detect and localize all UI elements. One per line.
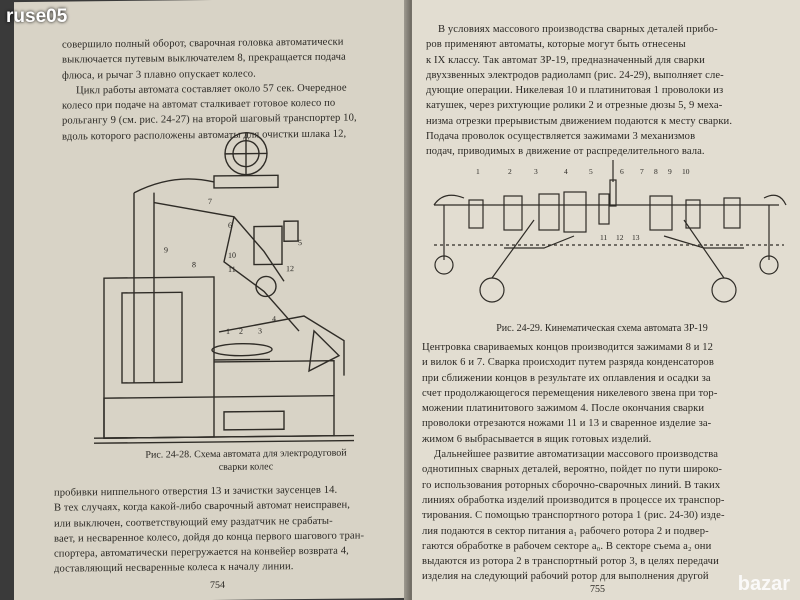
figure-kinematic-scheme <box>424 160 794 320</box>
fig-label: 2 <box>239 326 243 336</box>
fig-label: 7 <box>208 197 212 207</box>
fig-label: 12 <box>616 233 624 242</box>
text-line: проволоки отрезаются ножами 11 и 13 и сваренное изделие за- <box>422 418 712 430</box>
page-number-right: 755 <box>590 584 605 595</box>
text-line: вает, и несваренное колесо, дойдя до конца первого шагового тран- <box>54 530 365 545</box>
left-top-text <box>62 34 357 144</box>
site-logo: bazar <box>737 573 790 595</box>
left-bottom-text <box>54 482 364 577</box>
fig-label: 10 <box>682 167 690 176</box>
fig-label: 5 <box>298 238 302 248</box>
fig-label: 4 <box>564 167 568 176</box>
text-line: к IX классу. Так автомат ЗР-19, предназначенный для сварки <box>426 54 705 66</box>
text-line: В условиях массового производства сварных деталей прибо- <box>438 24 718 35</box>
text-line: Дальнейшее развитие автоматизации массового производства <box>434 449 719 461</box>
page-number-left: 754 <box>210 579 225 592</box>
text-line: можении платинитового зажимом 4. После окончания сварки <box>422 403 705 415</box>
column <box>134 179 214 383</box>
caption-line: Рис. 24-28. Схема автомата для электродуговой <box>145 447 347 461</box>
watermark: ruse05 <box>6 6 68 27</box>
text-line: Цикл работы автомата составляет около 57 сек. Очередное <box>76 82 347 97</box>
text-line: совершило полный оборот, сварочная головка автоматически <box>62 36 344 51</box>
text-line: при сближении концов в результате их оплавления и осадки за <box>422 372 711 384</box>
fig-label: 2 <box>508 167 512 176</box>
text-line: ров применяют автоматы, которые могут быть отнесены <box>426 39 686 51</box>
text-line: однотипных сварных деталей, вероятно, пойдет по пути широко- <box>422 464 722 476</box>
text-line: счет продолжающегося перемещения никелевого звена при тор- <box>422 387 718 399</box>
fig-label: 9 <box>668 167 672 176</box>
text-line: изделия на следующий рабочий ротор для выполнения другой <box>422 571 709 583</box>
text-line: го использования роторных сборочно-сварочных линий. В таких <box>422 479 721 491</box>
conveyor <box>214 316 344 397</box>
right-page <box>412 0 800 600</box>
text-line: катушек, через рихтующие ролики 2 и отрезные дюзы 5, 9 меха- <box>426 100 723 112</box>
machine-base <box>104 277 214 438</box>
fig-label: 11 <box>600 233 608 242</box>
text-line: флюса, и рычаг 3 плавно опускает колесо. <box>62 68 256 82</box>
text-line: низма отрезки прерывистым движением подаются к месту сварки. <box>426 115 733 127</box>
text-line: доставляющий несваренные колеса к началу линии. <box>54 561 294 576</box>
fig-label: 6 <box>620 167 624 176</box>
fig-label: 6 <box>228 220 232 230</box>
fig-label: 3 <box>258 326 262 336</box>
fig-label: 12 <box>286 264 294 274</box>
text-line: выдаются из ротора 2 в транспортный ротор 3, в целях передачи <box>422 556 719 568</box>
text-line: двухзвенных электродов радиоламп (рис. 24-29), выполняет сле- <box>426 69 724 81</box>
text-line: гаются обработке в рабочем секторе a₀. В секторе съема a₂ они <box>422 540 712 552</box>
text-line: Центровка свариваемых концов производится зажимами 8 и 12 <box>422 342 714 353</box>
right-bottom-text <box>422 340 725 585</box>
fig-label: 8 <box>192 260 196 270</box>
text-line: лия подаются в сектор питания a₁ рабочего ротора 2 и подвер- <box>422 525 709 537</box>
figure-caption-left <box>106 446 386 475</box>
fig-label: 5 <box>589 167 593 176</box>
text-line: пробивки ниппельного отверстия 13 и зачистки заусенцев 14. <box>54 484 338 499</box>
text-line: дующие операции. Никелевая 10 и платинитовая 1 проволоки из <box>426 85 724 97</box>
text-line: спортера, автоматически перегружается на конвейер возврата 4, <box>54 545 349 560</box>
fig-label: 1 <box>226 326 230 336</box>
text-line: жимом 6 выбрасывается в ящик готовых изделий. <box>422 433 652 445</box>
text-line: подач, приводимых в движение от распределительного вала. <box>426 146 705 158</box>
left-page <box>14 0 410 600</box>
text-line: или выключен, соответствующий ему раздатчик не срабаты- <box>54 515 333 530</box>
text-line: линиях обработка изделий производится в процессе их транспор- <box>422 494 725 506</box>
text-line: вдоль которого расположены автоматы для очистки шлака 12, <box>62 128 347 143</box>
figure-welding-automat <box>74 130 364 453</box>
text-line: Подача проволок осуществляется зажимами 3 механизмов <box>426 131 696 143</box>
fig-label: 8 <box>654 167 658 176</box>
text-line: В тех случаях, когда какой-либо сварочный автомат неисправен, <box>54 499 351 514</box>
wheel-fixture <box>212 343 272 356</box>
fig-label: 13 <box>632 233 640 242</box>
text-line: и вилок 6 и 7. Сварка происходит путем разряда конденсаторов <box>422 357 714 369</box>
fig-label: 1 <box>476 167 480 176</box>
caption-line: сварки колес <box>218 461 274 473</box>
text-line: колесо при подаче на автомат сталкивает готовое колесо по <box>62 97 336 112</box>
text-line: тирования. С помощью транспортного ротора 1 (рис. 24-30) изде- <box>422 510 725 522</box>
figure-caption-right: Рис. 24-29. Кинематическая схема автомата ЗР-19 <box>496 323 708 334</box>
fig-label: 10 <box>228 250 236 260</box>
fig-label: 9 <box>164 245 168 255</box>
fig-label: 7 <box>640 167 644 176</box>
fig-label: 4 <box>272 314 276 324</box>
fig-label: 3 <box>534 167 538 176</box>
text-line: выключается путевым выключателем 8, прекращается подача <box>62 51 346 66</box>
feed-block <box>469 200 483 228</box>
right-top-text <box>426 22 732 160</box>
text-line: рольгангу 9 (см. рис. 24-27) на второй шаговый транспортер 10, <box>62 112 357 128</box>
fig-label: 11 <box>228 264 236 274</box>
